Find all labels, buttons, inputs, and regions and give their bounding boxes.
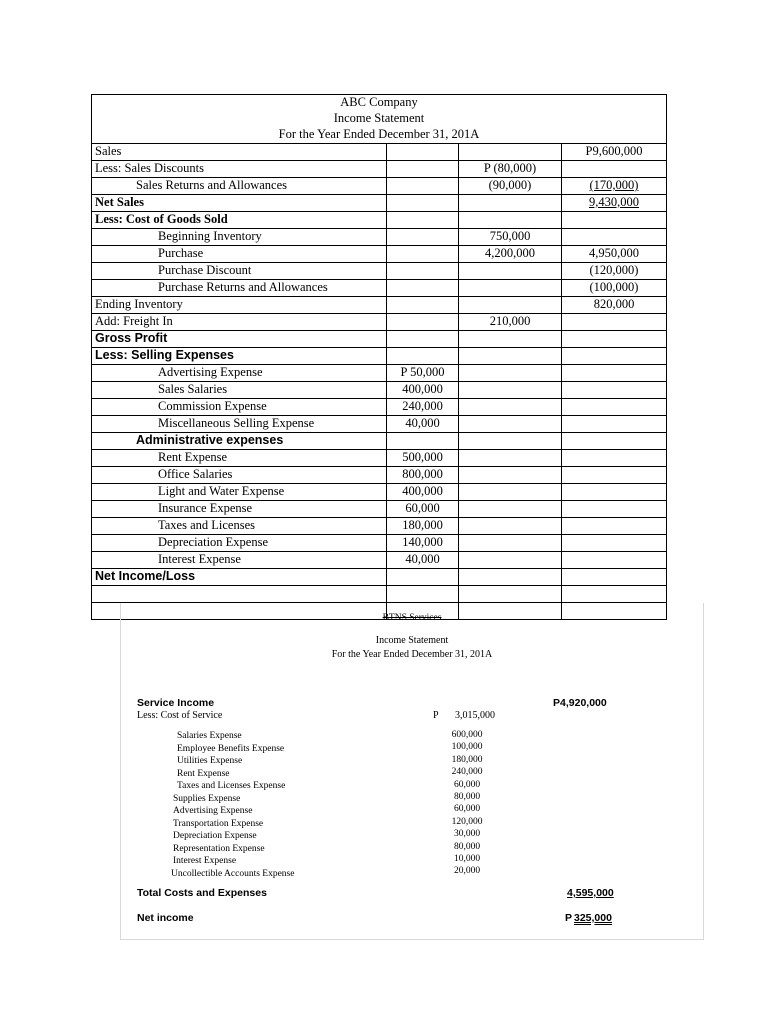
row-amount: 40,000 — [387, 416, 459, 433]
table-row — [92, 297, 667, 314]
service-income-value: P4,920,000 — [553, 697, 607, 709]
cost-of-service-prefix: P — [433, 710, 439, 721]
list-item: Advertising Expense — [173, 806, 253, 816]
list-item-value: 30,000 — [453, 829, 481, 840]
row-amount: 400,000 — [387, 382, 459, 399]
row-sub: 210,000 — [459, 314, 562, 331]
table-row — [92, 246, 667, 263]
list-item-value: 120,000 — [451, 816, 483, 827]
table-row — [92, 314, 667, 331]
row-label: Add: Freight In — [92, 314, 387, 331]
table-row — [92, 382, 667, 399]
cost-of-service-label: Less: Cost of Service — [137, 710, 223, 721]
table-row — [92, 365, 667, 382]
cost-of-service-value: 3,015,000 — [455, 710, 495, 721]
row-total: (100,000) — [562, 280, 667, 297]
abc-statement-period: For the Year Ended December 31, 201A — [92, 127, 667, 144]
row-label: Interest Expense — [92, 552, 387, 569]
list-item: Rent Expense — [177, 768, 230, 779]
abc-header-statement-row — [92, 111, 667, 127]
table-row — [92, 484, 667, 501]
row-amount: 800,000 — [387, 467, 459, 484]
row-label: Office Salaries — [92, 467, 387, 484]
table-row — [92, 518, 667, 535]
row-sub: 750,000 — [459, 229, 562, 246]
row-label: Sales — [92, 144, 387, 161]
row-label: Light and Water Expense — [92, 484, 387, 501]
list-item: Employee Benefits Expense — [177, 743, 285, 754]
list-item: Supplies Expense — [173, 793, 241, 804]
list-item-value: 600,000 — [451, 730, 483, 740]
list-item: Transportation Expense — [173, 818, 264, 829]
row-label: Sales Returns and Allowances — [92, 178, 387, 195]
row-amount: 400,000 — [387, 484, 459, 501]
row-total: (120,000) — [562, 263, 667, 280]
table-row — [92, 161, 667, 178]
abc-header-company-row — [92, 95, 667, 112]
table-row — [92, 552, 667, 569]
table-row — [92, 178, 667, 195]
row-label: Depreciation Expense — [92, 535, 387, 552]
abc-income-statement-table — [91, 94, 667, 620]
table-row — [92, 212, 667, 229]
btns-statement-title: Income Statement — [375, 635, 449, 646]
row-total: P9,600,000 — [562, 144, 667, 161]
row-label: Advertising Expense — [92, 365, 387, 382]
net-income-value: 325,000 — [574, 912, 612, 924]
row-label: Ending Inventory — [92, 297, 387, 314]
row-amount: 500,000 — [387, 450, 459, 467]
row-label: Gross Profit — [92, 331, 387, 348]
net-income-prefix: P — [565, 912, 573, 924]
list-item-value: 80,000 — [453, 792, 481, 802]
row-label: Net Income/Loss — [92, 569, 387, 586]
table-row — [92, 450, 667, 467]
table-row-empty — [92, 586, 667, 603]
table-row — [92, 195, 667, 212]
total-costs-value: 4,595,000 — [567, 887, 614, 899]
btns-income-statement — [120, 603, 704, 940]
list-item: Representation Expense — [173, 843, 265, 854]
row-amount: P 50,000 — [387, 365, 459, 382]
row-label: Less: Sales Discounts — [92, 161, 387, 178]
table-row — [92, 416, 667, 433]
abc-company-name: ABC Company — [92, 95, 667, 112]
row-label: Purchase — [92, 246, 387, 263]
row-label: Rent Expense — [92, 450, 387, 467]
list-item: Salaries Expense — [177, 731, 242, 741]
row-label: Purchase Returns and Allowances — [92, 280, 387, 297]
row-label: Less: Selling Expenses — [92, 348, 387, 365]
list-item: Utilities Expense — [177, 756, 243, 766]
row-label: Net Sales — [92, 195, 387, 212]
row-sub: P (80,000) — [459, 161, 562, 178]
table-row — [92, 535, 667, 552]
row-total: 4,950,000 — [562, 246, 667, 263]
list-item-value: 240,000 — [451, 767, 483, 778]
list-item-value: 20,000 — [453, 866, 481, 877]
table-row — [92, 399, 667, 416]
list-item: Uncollectible Accounts Expense — [171, 868, 295, 879]
table-row — [92, 348, 667, 365]
row-label: Insurance Expense — [92, 501, 387, 518]
list-item-value: 60,000 — [453, 804, 481, 815]
row-amount: 40,000 — [387, 552, 459, 569]
row-label: Sales Salaries — [92, 382, 387, 399]
btns-statement-period: For the Year Ended December 31, 201A — [331, 649, 493, 660]
list-item-value: 100,000 — [451, 742, 483, 753]
row-label: Administrative expenses — [92, 433, 387, 450]
row-sub: 4,200,000 — [459, 246, 562, 263]
table-row — [92, 569, 667, 586]
table-row — [92, 467, 667, 484]
list-item-value: 10,000 — [453, 854, 481, 864]
btns-company-name: BTNS Services — [382, 613, 442, 623]
table-row — [92, 263, 667, 280]
row-label: Commission Expense — [92, 399, 387, 416]
row-total: 820,000 — [562, 297, 667, 314]
table-row — [92, 501, 667, 518]
row-amount: 180,000 — [387, 518, 459, 535]
list-item-value: 60,000 — [453, 779, 481, 790]
row-label: Taxes and Licenses — [92, 518, 387, 535]
list-item-value: 80,000 — [453, 841, 481, 852]
row-label: Beginning Inventory — [92, 229, 387, 246]
list-item: Taxes and Licenses Expense — [177, 781, 286, 791]
list-item-value: 180,000 — [451, 754, 483, 765]
list-item: Interest Expense — [173, 856, 237, 866]
table-row — [92, 331, 667, 348]
table-row — [92, 433, 667, 450]
list-item: Depreciation Expense — [173, 831, 257, 841]
row-label: Miscellaneous Selling Expense — [92, 416, 387, 433]
row-label: Less: Cost of Goods Sold — [92, 212, 387, 229]
row-total: (170,000) — [589, 178, 639, 192]
row-sub: (90,000) — [459, 178, 562, 195]
abc-statement-title: Income Statement — [92, 111, 667, 127]
table-row — [92, 280, 667, 297]
row-total: 9,430,000 — [589, 195, 639, 209]
row-amount: 60,000 — [387, 501, 459, 518]
abc-header-period-row — [92, 127, 667, 144]
row-amount: 240,000 — [387, 399, 459, 416]
total-costs-label: Total Costs and Expenses — [137, 887, 267, 899]
table-row — [92, 229, 667, 246]
row-amount: 140,000 — [387, 535, 459, 552]
service-income-label: Service Income — [137, 697, 215, 709]
row-label: Purchase Discount — [92, 263, 387, 280]
net-income-label: Net income — [137, 912, 194, 924]
table-row — [92, 144, 667, 161]
